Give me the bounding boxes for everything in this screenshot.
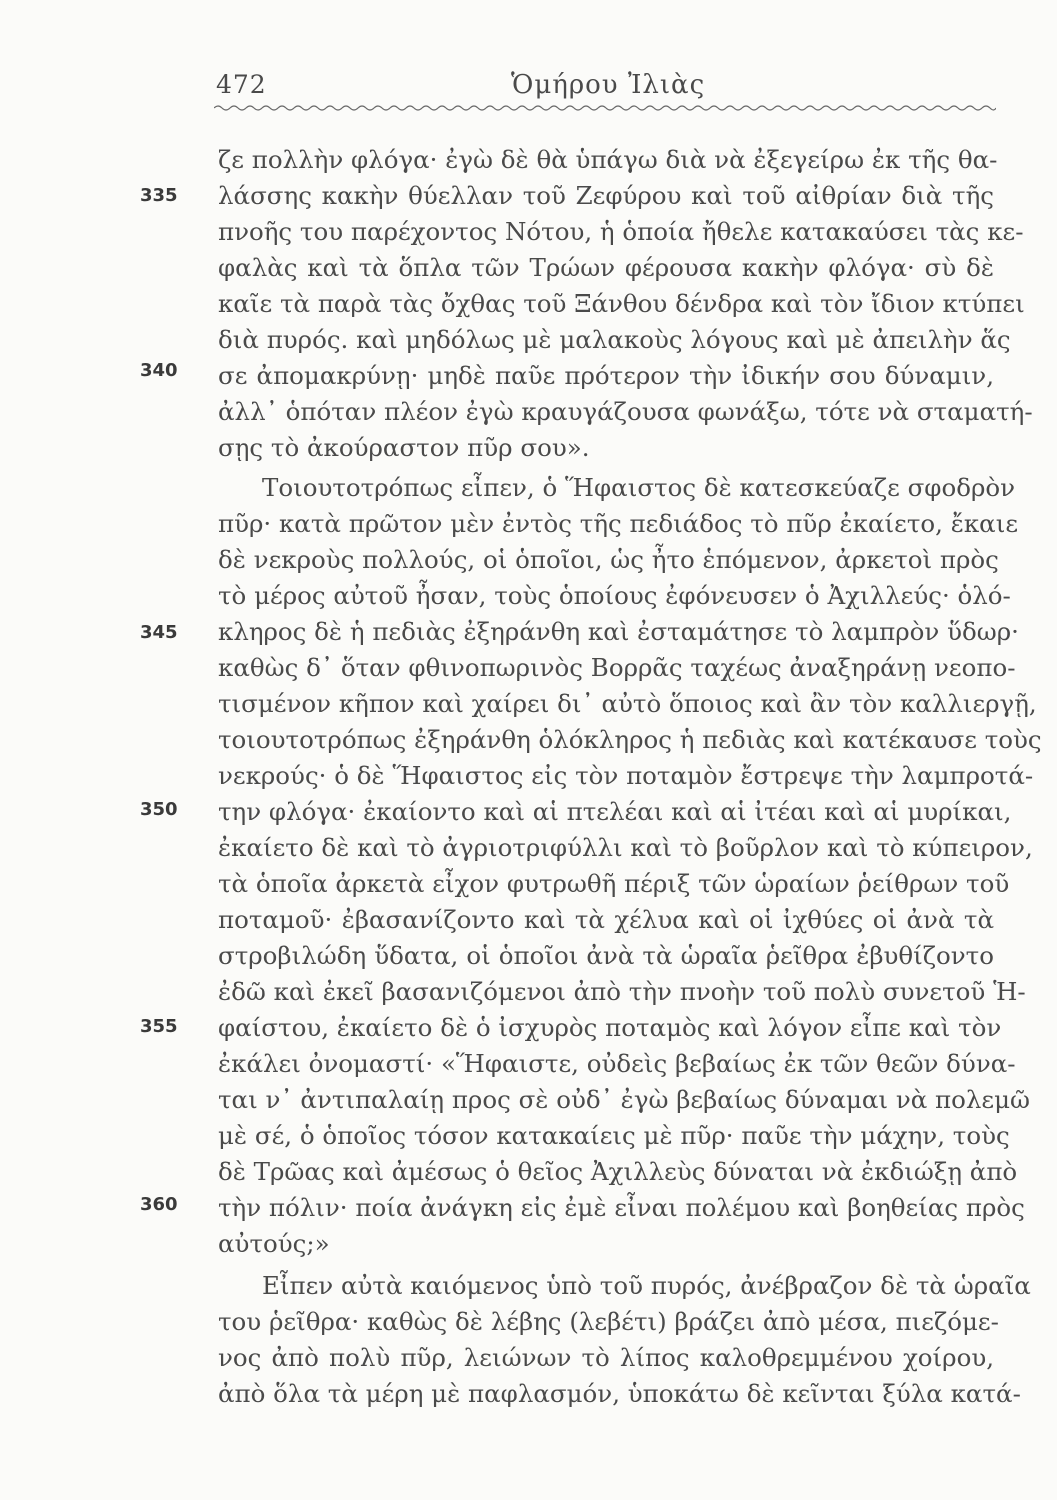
text-line: του ῥεῖθρα· καθὼς δὲ λέβης (λεβέτι) βράζει ἀπὸ μέσα, πιεζόμε- — [218, 1307, 999, 1336]
text-line: ἐκαίετο δὲ καὶ τὸ ἀγριοτριφύλλι καὶ τὸ βοῦρλον καὶ τὸ κύπειρον, — [218, 833, 1033, 862]
line-number: 355 — [140, 1016, 178, 1037]
text-line: νος ἀπὸ πολὺ πῦρ, λειώνων τὸ λίπος καλοθρεμμένου χοίρου, — [218, 1343, 994, 1372]
text-line: Εἶπεν αὐτὰ καιόμενος ὑπὸ τοῦ πυρός, ἀνέβραζον δὲ τὰ ὡραῖα — [262, 1271, 1031, 1300]
header-wavy-rule — [214, 104, 996, 112]
text-line: ἐκάλει ὀνομαστί· «Ἥφαιστε, οὐδεὶς βεβαίως ἐκ τῶν θεῶν δύνα- — [218, 1049, 1016, 1078]
running-title: Ὁμήρου Ἰλιὰς — [511, 70, 706, 100]
text-line: ποταμοῦ· ἐβασανίζοντο καὶ τὰ χέλυα καὶ οἱ ἰχθύες οἱ ἀνὰ τὰ — [218, 905, 994, 934]
text-line: νεκρούς· ὁ δὲ Ἥφαιστος εἰς τὸν ποταμὸν ἔστρεψε τὴν λαμπροτά- — [218, 761, 1034, 790]
line-number: 345 — [140, 622, 178, 643]
text-line: στροβιλώδη ὕδατα, οἱ ὁποῖοι ἀνὰ τὰ ὡραῖα ῥεῖθρα ἐβυθίζοντο — [218, 941, 994, 970]
text-line: τὰ ὁποῖα ἀρκετὰ εἶχον φυτρωθῆ πέριξ τῶν ὡραίων ῥείθρων τοῦ — [218, 869, 1010, 898]
text-line: κληρος δὲ ἡ πεδιὰς ἐξηράνθη καὶ ἐσταμάτησε τὸ λαμπρὸν ὕδωρ· — [218, 617, 1019, 646]
text-line: ἀπὸ ὅλα τὰ μέρη μὲ παφλασμόν, ὑποκάτω δὲ κεῖνται ξύλα κατά- — [218, 1379, 1021, 1408]
text-line: μὲ σέ, ὁ ὁποῖος τόσον κατακαίεις μὲ πῦρ· παῦε τὴν μάχην, τοὺς — [218, 1121, 1010, 1150]
text-line: φαλὰς καὶ τὰ ὅπλα τῶν Τρώων φέρουσα κακὴν φλόγα· σὺ δὲ — [218, 253, 994, 282]
text-line: φαίστου, ἐκαίετο δὲ ὁ ἰσχυρὸς ποταμὸς καὶ λόγον εἶπε καὶ τὸν — [218, 1013, 1002, 1042]
line-number: 360 — [140, 1194, 178, 1215]
line-number: 335 — [140, 185, 178, 206]
text-line: τὴν πόλιν· ποία ἀνάγκη εἰς ἐμὲ εἶναι πολέμου καὶ βοηθείας πρὸς — [218, 1193, 1025, 1222]
text-line: σῃς τὸ ἀκούραστον πῦρ σου». — [218, 433, 590, 462]
text-line: ἀλλ᾽ ὁπόταν πλέον ἐγὼ κραυγάζουσα φωνάξω, τότε νὰ σταματή- — [218, 397, 1033, 426]
text-line: καθὼς δ᾽ ὅταν φθινοπωρινὸς Βορρᾶς ταχέως ἀναξηράνῃ νεοπο- — [218, 653, 1016, 682]
text-line: τὸ μέρος αὐτοῦ ἦσαν, τοὺς ὁποίους ἐφόνευσεν ὁ Ἀχιλλεύς· ὁλό- — [218, 581, 1011, 610]
text-line: πνοῆς του παρέχοντος Νότου, ἡ ὁποία ἤθελε κατακαύσει τὰς κε- — [218, 217, 1024, 246]
text-line: δὲ Τρῶας καὶ ἀμέσως ὁ θεῖος Ἀχιλλεὺς δύναται νὰ ἐκδιώξῃ ἀπὸ — [218, 1157, 1018, 1186]
line-number: 350 — [140, 799, 178, 820]
text-line: ται ν᾽ ἀντιπαλαίῃ προς σὲ οὐδ᾽ ἐγὼ βεβαίως δύναμαι νὰ πολεμῶ — [218, 1085, 1031, 1114]
text-line: δὲ νεκροὺς πολλούς, οἱ ὁποῖοι, ὡς ἦτο ἑπόμενον, ἀρκετοὶ πρὸς — [218, 545, 999, 574]
text-line: ζε πολλὴν φλόγα· ἐγὼ δὲ θὰ ὑπάγω διὰ νὰ ἐξεγείρω ἐκ τῆς θα- — [218, 145, 998, 174]
text-line: την φλόγα· ἐκαίοντο καὶ αἱ πτελέαι καὶ αἱ ἰτέαι καὶ αἱ μυρίκαι, — [218, 797, 1012, 826]
text-line: καῖε τὰ παρὰ τὰς ὄχθας τοῦ Ξάνθου δένδρα καὶ τὸν ἴδιον κτύπει — [218, 289, 1025, 318]
text-line: ἐδῶ καὶ ἐκεῖ βασανιζόμενοι ἀπὸ τὴν πνοὴν τοῦ πολὺ συνετοῦ Ἡ- — [218, 977, 1026, 1006]
text-line: πῦρ· κατὰ πρῶτον μὲν ἐντὸς τῆς πεδιάδος τὸ πῦρ ἐκαίετο, ἔκαιε — [218, 509, 1019, 538]
text-line: τοιουτοτρόπως ἐξηράνθη ὁλόκληρος ἡ πεδιὰς καὶ κατέκαυσε τοὺς — [218, 725, 1042, 754]
text-line: τισμένον κῆπον καὶ χαίρει δι᾽ αὐτὸ ὅποιος καὶ ἂν τὸν καλλιεργῇ, — [218, 689, 1037, 718]
page-number: 472 — [216, 70, 267, 99]
line-number: 340 — [140, 360, 178, 381]
text-line: αὐτούς;» — [218, 1229, 330, 1258]
text-line: Τοιουτοτρόπως εἶπεν, ὁ Ἥφαιστος δὲ κατεσκεύαζε σφοδρὸν — [262, 473, 1016, 502]
text-line: σε ἀπομακρύνῃ· μηδὲ παῦε πρότερον τὴν ἰδικήν σου δύναμιν, — [218, 361, 994, 390]
text-line: λάσσης κακὴν θύελλαν τοῦ Ζεφύρου καὶ τοῦ αἰθρίαν διὰ τῆς — [218, 181, 994, 210]
text-line: διὰ πυρός. καὶ μηδόλως μὲ μαλακοὺς λόγους καὶ μὲ ἀπειλὴν ἅς — [218, 325, 1011, 354]
